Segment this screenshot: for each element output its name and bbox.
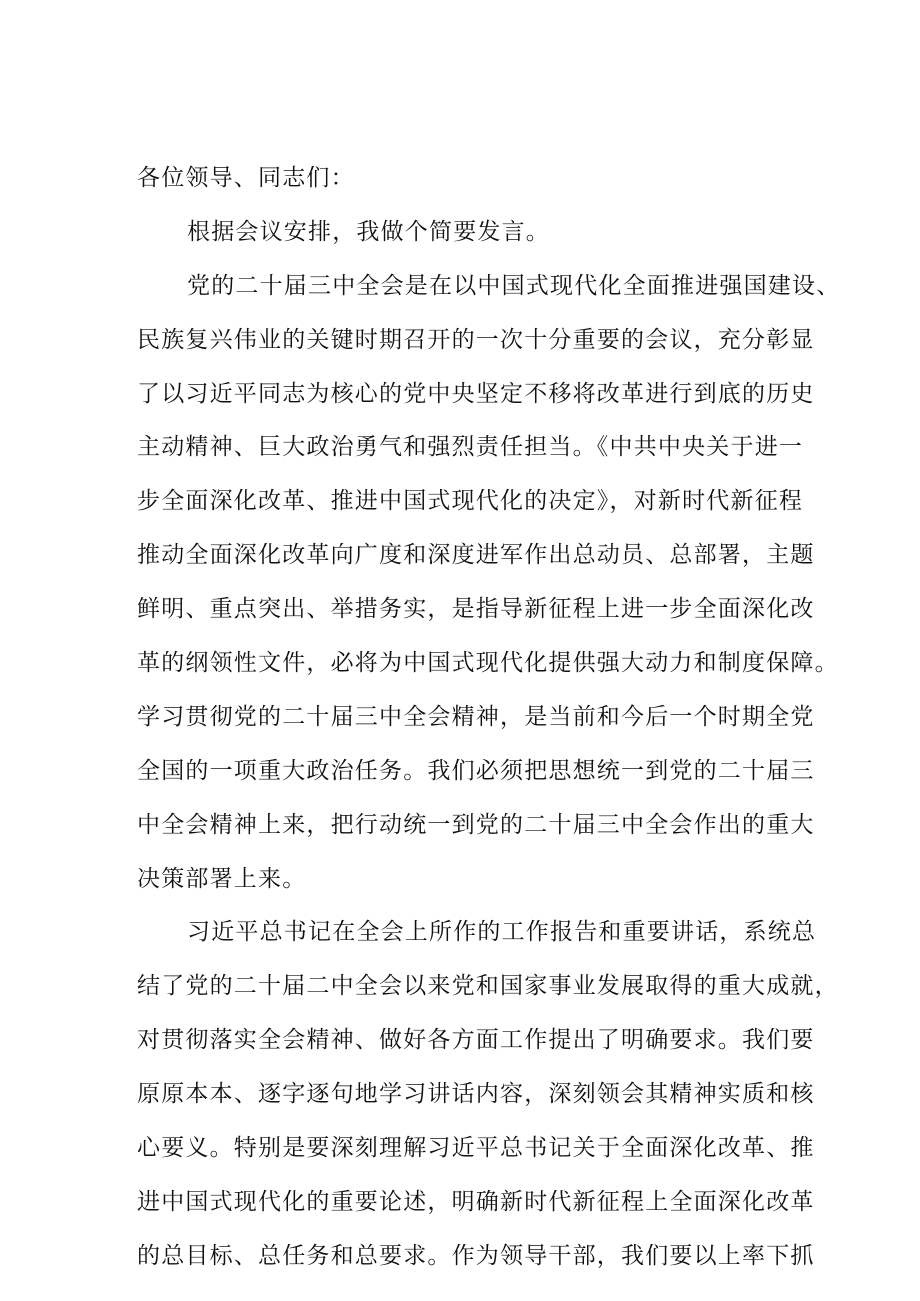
paragraph-line: 原原本本、逐字逐句地学习讲话内容，深刻领会其精神实质和核	[137, 1081, 815, 1108]
paragraph-line: 鲜明、重点突出、举措务实，是指导新征程上进一步全面深化改	[137, 596, 815, 623]
paragraph-2	[137, 260, 841, 907]
paragraph-line: 结了党的二十届二中全会以来党和国家事业发展取得的重大成就，	[137, 973, 839, 1000]
paragraph-line: 习近平总书记在全会上所作的工作报告和重要讲话，系统总	[187, 919, 817, 946]
document-body	[137, 152, 841, 1284]
paragraph-line: 民族复兴伟业的关键时期召开的一次十分重要的会议，充分彰显	[137, 326, 815, 353]
paragraph-1	[137, 206, 787, 260]
paragraph-line: 的总目标、总任务和总要求。作为领导干部，我们要以上率下抓	[137, 1242, 815, 1269]
paragraph-line: 决策部署上来。	[137, 865, 307, 892]
paragraph-line: 步全面深化改革、推进中国式现代化的决定》，对新时代新征程	[137, 488, 804, 515]
paragraph-line: 革的纲领性文件，必将为中国式现代化提供强大动力和制度保障。	[137, 650, 839, 677]
paragraph-line: 中全会精神上来，把行动统一到党的二十届三中全会作出的重大	[137, 811, 815, 838]
paragraph-line: 对贯彻落实全会精神、做好各方面工作提出了明确要求。我们要	[137, 1027, 815, 1054]
paragraph-line: 了以习近平同志为核心的党中央坚定不移将改革进行到底的历史	[137, 380, 815, 407]
paragraph-line: 进中国式现代化的重要论述，明确新时代新征程上全面深化改革	[137, 1188, 815, 1215]
paragraph-line: 根据会议安排，我做个简要发言。	[187, 218, 550, 245]
paragraph-3	[137, 906, 839, 1283]
paragraph-line: 党的二十届三中全会是在以中国式现代化全面推进强国建设、	[187, 272, 841, 299]
paragraph-line: 学习贯彻党的二十届三中全会精神，是当前和今后一个时期全党	[137, 703, 815, 730]
paragraph-line: 推动全面深化改革向广度和深度进军作出总动员、总部署，主题	[137, 542, 815, 569]
paragraph-line: 全国的一项重大政治任务。我们必须把思想统一到党的二十届三	[137, 757, 815, 784]
paragraph-line: 心要义。特别是要深刻理解习近平总书记关于全面深化改革、推	[137, 1135, 815, 1162]
salutation: 各位领导、同志们：	[137, 165, 355, 191]
paragraph-line: 主动精神、巨大政治勇气和强烈责任担当。《中共中央关于进一	[137, 434, 804, 461]
